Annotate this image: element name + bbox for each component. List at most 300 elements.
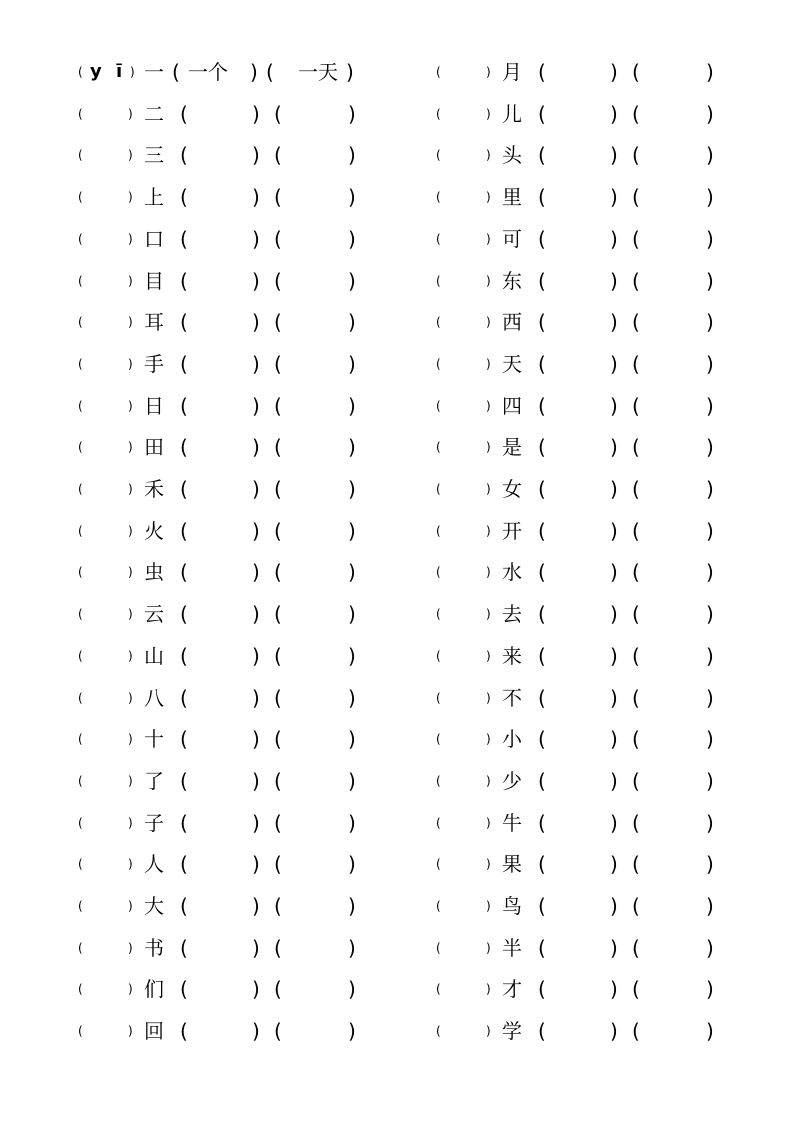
word-2-blank-close: ) <box>348 769 356 793</box>
worksheet-row <box>0 94 793 134</box>
word-2-blank-open: ( <box>274 143 282 167</box>
word-1-blank-close: ) <box>252 352 260 376</box>
word-1-blank-open: ( <box>538 1019 546 1043</box>
word-1-blank-close: ) <box>610 227 618 251</box>
word-2-blank-close: ) <box>706 310 714 334</box>
pinyin-blank-close: ) <box>128 107 133 121</box>
word-1-blank-close: ) <box>610 102 618 126</box>
pinyin-blank-open: ( <box>436 941 441 955</box>
word-1-blank-open: ( <box>180 477 188 501</box>
pinyin-blank-close: ) <box>128 774 133 788</box>
pinyin-close-paren: ) <box>130 65 135 79</box>
character: 去 <box>502 602 522 626</box>
character: 是 <box>502 435 522 459</box>
word-2-blank-close: ) <box>348 310 356 334</box>
pinyin-blank-open: ( <box>436 148 441 162</box>
word-1-blank-open: ( <box>538 60 546 84</box>
word-1-blank-close: ) <box>252 686 260 710</box>
word-1-blank-close: ) <box>610 185 618 209</box>
word-1-blank-close: ) <box>252 852 260 876</box>
word-1-blank-close: ) <box>610 602 618 626</box>
word-2-blank-close: ) <box>706 602 714 626</box>
character: 上 <box>144 185 164 209</box>
character: 手 <box>144 352 164 376</box>
character: 子 <box>144 811 164 835</box>
word-2-blank-open: ( <box>632 1019 640 1043</box>
pinyin-blank-open: ( <box>78 774 83 788</box>
left-character-entry <box>78 52 368 92</box>
pinyin-blank-close: ) <box>486 190 491 204</box>
word-1-blank-open: ( <box>538 102 546 126</box>
word-1-blank-close: ) <box>610 727 618 751</box>
word-1-blank-close: ) <box>252 936 260 960</box>
pinyin-blank-close: ) <box>486 649 491 663</box>
word-1-blank-open: ( <box>180 602 188 626</box>
word-1-blank-open: ( <box>538 560 546 584</box>
character: 了 <box>144 769 164 793</box>
word-1-blank-close: ) <box>610 269 618 293</box>
pinyin-blank-open: ( <box>78 732 83 746</box>
pinyin-answer: y ī <box>90 61 127 82</box>
pinyin-blank-open: ( <box>78 941 83 955</box>
word-2-blank-close: ) <box>706 227 714 251</box>
worksheet-row <box>0 552 793 592</box>
word-1-blank-open: ( <box>180 644 188 668</box>
right-character-entry <box>436 678 726 718</box>
worksheet-row <box>0 344 793 384</box>
worksheet-row <box>0 844 793 884</box>
word-1-blank-close: ) <box>610 686 618 710</box>
word-2-blank-close: ) <box>706 519 714 543</box>
word-1-blank-open: ( <box>180 310 188 334</box>
left-character-entry <box>78 469 368 509</box>
pinyin-blank-open: ( <box>436 399 441 413</box>
character: 二 <box>144 102 164 126</box>
worksheet-row <box>0 302 793 342</box>
word-2-blank-open: ( <box>632 644 640 668</box>
pinyin-blank-close: ) <box>128 941 133 955</box>
pinyin-blank-open: ( <box>436 816 441 830</box>
word-1-blank-close: ) <box>610 936 618 960</box>
word-1-blank-open: ( <box>538 977 546 1001</box>
word-2-blank-open: ( <box>632 602 640 626</box>
word-2-blank-close: ) <box>706 394 714 418</box>
pinyin-blank-close: ) <box>128 315 133 329</box>
word-2-blank-close: ) <box>348 852 356 876</box>
left-character-entry <box>78 594 368 634</box>
right-character-entry <box>436 261 726 301</box>
word-2-blank-close: ) <box>348 936 356 960</box>
character: 小 <box>502 727 522 751</box>
word-1-example: 一个 <box>188 60 228 84</box>
word-2-blank-open: ( <box>274 310 282 334</box>
word-1-blank-close: ) <box>610 1019 618 1043</box>
character: 牛 <box>502 811 522 835</box>
word-1-blank-open: ( <box>538 394 546 418</box>
right-character-entry <box>436 761 726 801</box>
pinyin-blank-close: ) <box>486 274 491 288</box>
pinyin-blank-open: ( <box>78 357 83 371</box>
pinyin-blank-open: ( <box>436 357 441 371</box>
word-1-blank-open: ( <box>538 143 546 167</box>
word-2-blank-open: ( <box>274 185 282 209</box>
word-1-blank-open: ( <box>180 185 188 209</box>
character: 回 <box>144 1019 164 1043</box>
worksheet-row <box>0 469 793 509</box>
pinyin-blank-close: ) <box>128 1024 133 1038</box>
word-1-open-paren: ( <box>172 60 180 84</box>
pinyin-blank-open: ( <box>78 524 83 538</box>
pinyin-blank-open: ( <box>78 565 83 579</box>
word-2-blank-close: ) <box>706 936 714 960</box>
pinyin-blank-open: ( <box>436 732 441 746</box>
pinyin-blank-close: ) <box>128 482 133 496</box>
worksheet-row <box>0 386 793 426</box>
pinyin-blank-close: ) <box>486 816 491 830</box>
word-1-blank-open: ( <box>180 811 188 835</box>
left-character-entry <box>78 261 368 301</box>
pinyin-blank-close: ) <box>128 148 133 162</box>
right-character-entry <box>436 386 726 426</box>
left-character-entry <box>78 636 368 676</box>
word-1-blank-close: ) <box>252 394 260 418</box>
word-1-blank-close: ) <box>610 769 618 793</box>
word-2-blank-open: ( <box>274 727 282 751</box>
pinyin-blank-close: ) <box>486 357 491 371</box>
character: 果 <box>502 852 522 876</box>
pinyin-blank-close: ) <box>486 440 491 454</box>
word-2-blank-open: ( <box>274 686 282 710</box>
word-2-close-paren: ) <box>346 60 354 84</box>
pinyin-blank-close: ) <box>128 816 133 830</box>
word-1-blank-close: ) <box>252 435 260 459</box>
worksheet-row <box>0 427 793 467</box>
word-2-blank-close: ) <box>706 727 714 751</box>
character: 头 <box>502 143 522 167</box>
pinyin-blank-close: ) <box>486 524 491 538</box>
word-1-blank-close: ) <box>610 560 618 584</box>
pinyin-blank-open: ( <box>436 774 441 788</box>
left-character-entry <box>78 511 368 551</box>
word-1-blank-open: ( <box>180 519 188 543</box>
pinyin-blank-open: ( <box>436 607 441 621</box>
pinyin-blank-close: ) <box>128 524 133 538</box>
worksheet-row <box>0 594 793 634</box>
word-2-blank-close: ) <box>348 394 356 418</box>
word-1-blank-open: ( <box>538 936 546 960</box>
word-1-blank-close: ) <box>610 852 618 876</box>
character: 日 <box>144 394 164 418</box>
word-2-blank-open: ( <box>632 686 640 710</box>
character: 学 <box>502 1019 522 1043</box>
worksheet-row <box>0 52 793 92</box>
word-2-blank-close: ) <box>348 560 356 584</box>
right-character-entry <box>436 719 726 759</box>
character: 书 <box>144 936 164 960</box>
word-1-blank-open: ( <box>538 519 546 543</box>
pinyin-blank-close: ) <box>486 607 491 621</box>
word-2-example: 一天 <box>298 60 338 84</box>
pinyin-blank-close: ) <box>128 899 133 913</box>
word-1-blank-close: ) <box>610 352 618 376</box>
pinyin-blank-open: ( <box>78 399 83 413</box>
pinyin-blank-close: ) <box>486 482 491 496</box>
character: 火 <box>144 519 164 543</box>
character: 十 <box>144 727 164 751</box>
left-character-entry <box>78 969 368 1009</box>
word-2-blank-close: ) <box>348 102 356 126</box>
pinyin-blank-close: ) <box>486 1024 491 1038</box>
pinyin-blank-close: ) <box>128 982 133 996</box>
pinyin-blank-open: ( <box>436 649 441 663</box>
pinyin-blank-open: ( <box>436 232 441 246</box>
pinyin-blank-open: ( <box>436 440 441 454</box>
character: 才 <box>502 977 522 1001</box>
word-2-blank-open: ( <box>274 352 282 376</box>
word-1-close-paren: ) <box>250 60 258 84</box>
pinyin-blank-close: ) <box>128 274 133 288</box>
word-1-blank-close: ) <box>252 977 260 1001</box>
right-character-entry <box>436 302 726 342</box>
left-character-entry <box>78 1011 368 1051</box>
character: 不 <box>502 686 522 710</box>
pinyin-blank-open: ( <box>78 1024 83 1038</box>
word-2-blank-close: ) <box>706 435 714 459</box>
word-2-blank-open: ( <box>274 811 282 835</box>
word-1-blank-open: ( <box>538 477 546 501</box>
word-1-blank-open: ( <box>180 894 188 918</box>
worksheet-row <box>0 511 793 551</box>
worksheet-row <box>0 261 793 301</box>
word-2-blank-close: ) <box>706 143 714 167</box>
pinyin-blank-open: ( <box>78 482 83 496</box>
word-1-blank-open: ( <box>180 560 188 584</box>
pinyin-blank-close: ) <box>128 232 133 246</box>
pinyin-blank-close: ) <box>128 357 133 371</box>
character: 虫 <box>144 560 164 584</box>
pinyin-blank-open: ( <box>78 982 83 996</box>
word-1-blank-close: ) <box>252 644 260 668</box>
word-2-blank-open: ( <box>274 394 282 418</box>
word-2-blank-open: ( <box>632 811 640 835</box>
pinyin-blank-open: ( <box>436 899 441 913</box>
word-2-blank-open: ( <box>274 519 282 543</box>
pinyin-blank-close: ) <box>486 774 491 788</box>
word-1-blank-open: ( <box>538 602 546 626</box>
character: 云 <box>144 602 164 626</box>
pinyin-blank-open: ( <box>78 607 83 621</box>
pinyin-blank-close: ) <box>486 899 491 913</box>
pinyin-blank-open: ( <box>436 65 441 79</box>
word-2-blank-open: ( <box>632 60 640 84</box>
word-1-blank-close: ) <box>252 102 260 126</box>
word-2-blank-close: ) <box>706 102 714 126</box>
left-character-entry <box>78 344 368 384</box>
word-1-blank-close: ) <box>610 60 618 84</box>
left-character-entry <box>78 302 368 342</box>
pinyin-blank-close: ) <box>128 857 133 871</box>
pinyin-blank-open: ( <box>436 482 441 496</box>
character: 口 <box>144 227 164 251</box>
worksheet-row <box>0 636 793 676</box>
pinyin-blank-close: ) <box>486 691 491 705</box>
word-1-blank-close: ) <box>610 894 618 918</box>
word-1-blank-close: ) <box>252 894 260 918</box>
character: 目 <box>144 269 164 293</box>
word-2-blank-open: ( <box>274 269 282 293</box>
character: 西 <box>502 310 522 334</box>
pinyin-blank-open: ( <box>78 190 83 204</box>
word-1-blank-open: ( <box>180 352 188 376</box>
word-2-blank-close: ) <box>348 143 356 167</box>
word-2-blank-open: ( <box>632 519 640 543</box>
word-1-blank-close: ) <box>610 519 618 543</box>
word-2-blank-open: ( <box>632 894 640 918</box>
left-character-entry <box>78 719 368 759</box>
pinyin-blank-close: ) <box>486 982 491 996</box>
left-character-entry <box>78 177 368 217</box>
word-2-blank-open: ( <box>632 769 640 793</box>
pinyin-blank-close: ) <box>128 649 133 663</box>
word-2-blank-open: ( <box>632 560 640 584</box>
character: 田 <box>144 435 164 459</box>
pinyin-blank-open: ( <box>78 148 83 162</box>
worksheet-row <box>0 719 793 759</box>
word-1-blank-open: ( <box>180 227 188 251</box>
word-2-blank-open: ( <box>274 435 282 459</box>
character: 禾 <box>144 477 164 501</box>
left-character-entry <box>78 94 368 134</box>
word-1-blank-close: ) <box>252 477 260 501</box>
pinyin-blank-close: ) <box>128 190 133 204</box>
character: 三 <box>144 143 164 167</box>
left-character-entry <box>78 844 368 884</box>
right-character-entry <box>436 94 726 134</box>
word-2-blank-open: ( <box>632 227 640 251</box>
pinyin-blank-open: ( <box>78 107 83 121</box>
word-1-blank-open: ( <box>538 227 546 251</box>
word-2-blank-close: ) <box>706 644 714 668</box>
character: 山 <box>144 644 164 668</box>
character: 开 <box>502 519 522 543</box>
character: 八 <box>144 686 164 710</box>
word-1-blank-close: ) <box>610 644 618 668</box>
character: 鸟 <box>502 894 522 918</box>
right-character-entry <box>436 469 726 509</box>
pinyin-open-paren: ( <box>78 65 83 79</box>
word-2-blank-close: ) <box>706 352 714 376</box>
word-1-blank-close: ) <box>252 269 260 293</box>
word-1-blank-open: ( <box>180 1019 188 1043</box>
right-character-entry <box>436 969 726 1009</box>
word-1-blank-close: ) <box>252 1019 260 1043</box>
right-character-entry <box>436 135 726 175</box>
word-2-blank-close: ) <box>348 435 356 459</box>
left-character-entry <box>78 386 368 426</box>
word-2-blank-close: ) <box>706 269 714 293</box>
character: 月 <box>502 60 522 84</box>
word-2-blank-close: ) <box>348 1019 356 1043</box>
pinyin-blank-close: ) <box>486 857 491 871</box>
pinyin-blank-open: ( <box>78 440 83 454</box>
character: 儿 <box>502 102 522 126</box>
left-character-entry <box>78 135 368 175</box>
word-2-blank-open: ( <box>632 394 640 418</box>
word-2-blank-open: ( <box>632 977 640 1001</box>
worksheet-row <box>0 969 793 1009</box>
right-character-entry <box>436 177 726 217</box>
pinyin-blank-close: ) <box>486 941 491 955</box>
word-2-open-paren: ( <box>266 60 274 84</box>
pinyin-blank-close: ) <box>486 148 491 162</box>
word-1-blank-open: ( <box>180 102 188 126</box>
character: 天 <box>502 352 522 376</box>
right-character-entry <box>436 219 726 259</box>
character: 人 <box>144 852 164 876</box>
pinyin-blank-open: ( <box>436 524 441 538</box>
pinyin-blank-open: ( <box>436 274 441 288</box>
word-1-blank-open: ( <box>180 727 188 751</box>
left-character-entry <box>78 678 368 718</box>
pinyin-blank-open: ( <box>436 565 441 579</box>
word-2-blank-open: ( <box>274 977 282 1001</box>
word-2-blank-open: ( <box>274 477 282 501</box>
word-2-blank-close: ) <box>706 60 714 84</box>
left-character-entry <box>78 552 368 592</box>
worksheet-row <box>0 135 793 175</box>
right-character-entry <box>436 427 726 467</box>
word-1-blank-close: ) <box>610 477 618 501</box>
word-1-blank-close: ) <box>252 185 260 209</box>
word-1-blank-open: ( <box>180 394 188 418</box>
word-2-blank-open: ( <box>632 727 640 751</box>
word-2-blank-close: ) <box>348 519 356 543</box>
right-character-entry <box>436 886 726 926</box>
character: 大 <box>144 894 164 918</box>
word-1-blank-open: ( <box>180 977 188 1001</box>
word-1-blank-close: ) <box>252 602 260 626</box>
word-2-blank-close: ) <box>348 644 356 668</box>
word-2-blank-close: ) <box>706 852 714 876</box>
word-2-blank-close: ) <box>348 811 356 835</box>
pinyin-blank-close: ) <box>128 440 133 454</box>
word-1-blank-close: ) <box>252 727 260 751</box>
word-2-blank-close: ) <box>348 894 356 918</box>
word-2-blank-open: ( <box>632 269 640 293</box>
right-character-entry <box>436 636 726 676</box>
word-2-blank-close: ) <box>348 977 356 1001</box>
worksheet-row <box>0 678 793 718</box>
word-2-blank-open: ( <box>274 936 282 960</box>
worksheet-row <box>0 803 793 843</box>
pinyin-blank-open: ( <box>78 315 83 329</box>
word-1-blank-open: ( <box>538 435 546 459</box>
pinyin-blank-close: ) <box>486 107 491 121</box>
word-2-blank-close: ) <box>348 686 356 710</box>
character: 四 <box>502 394 522 418</box>
word-1-blank-close: ) <box>252 811 260 835</box>
pinyin-blank-close: ) <box>486 315 491 329</box>
pinyin-blank-close: ) <box>486 232 491 246</box>
word-2-blank-open: ( <box>274 769 282 793</box>
pinyin-blank-open: ( <box>436 982 441 996</box>
pinyin-blank-open: ( <box>436 315 441 329</box>
word-2-blank-close: ) <box>348 727 356 751</box>
word-2-blank-open: ( <box>632 435 640 459</box>
pinyin-blank-close: ) <box>128 607 133 621</box>
pinyin-blank-open: ( <box>78 232 83 246</box>
word-1-blank-close: ) <box>610 143 618 167</box>
